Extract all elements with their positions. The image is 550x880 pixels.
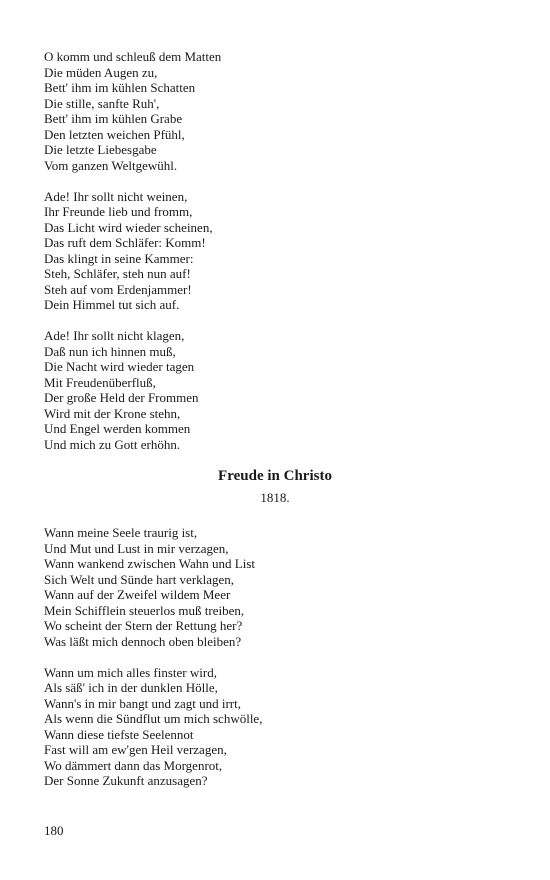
verse-line: Als säß' ich in der dunklen Hölle, bbox=[44, 680, 218, 695]
verse-line: Wo dämmert dann das Morgenrot, bbox=[44, 757, 223, 773]
book-page bbox=[44, 49, 514, 789]
poem-year: 1818. bbox=[260, 490, 290, 505]
verse-line: Steh auf vom Erdenjammer! bbox=[44, 281, 192, 297]
verse-line: Fast will am ew'gen Heil verzagen, bbox=[44, 742, 227, 757]
stanza bbox=[44, 189, 514, 313]
verse-line: Das ruft dem Schläfer: Komm! bbox=[44, 235, 206, 250]
verse-line: Wann meine Seele traurig ist, bbox=[44, 525, 198, 540]
stanza bbox=[44, 49, 514, 173]
verse-line: Das klingt in seine Kammer: bbox=[44, 250, 194, 266]
verse-line: Und Mut und Lust in mir verzagen, bbox=[44, 540, 229, 556]
verse-line: Als wenn die Sündflut um mich schwölle, bbox=[44, 711, 263, 726]
verse-line: Ihr Freunde lieb und fromm, bbox=[44, 204, 193, 219]
poem-title: Freude in Christo bbox=[218, 468, 332, 484]
verse-line: Sich Welt und Sünde hart verklagen, bbox=[44, 571, 235, 587]
verse-line: Mit Freudenüberfluß, bbox=[44, 374, 156, 390]
page-number: 180 bbox=[44, 823, 64, 838]
verse-line: Ade! Ihr sollt nicht klagen, bbox=[44, 328, 185, 343]
verse-line: Wann's in mir bangt und zagt und irrt, bbox=[44, 695, 241, 711]
verse-line: Den letzten weichen Pfühl, bbox=[44, 126, 185, 142]
verse-line: Vom ganzen Weltgewühl. bbox=[44, 157, 178, 173]
verse-line: Wo scheint der Stern der Rettung her? bbox=[44, 618, 243, 633]
verse-line: Steh, Schläfer, steh nun auf! bbox=[44, 266, 191, 281]
verse-line: Die Nacht wird wieder tagen bbox=[44, 359, 195, 374]
verse-line: Wann diese tiefste Seelennot bbox=[44, 726, 194, 742]
verse-line: Die stille, sanfte Ruh', bbox=[44, 95, 160, 111]
stanza bbox=[44, 665, 514, 789]
verse-line: Und mich zu Gott erhöhn. bbox=[44, 436, 181, 452]
stanza bbox=[44, 328, 514, 452]
stanza-break bbox=[44, 313, 514, 329]
verse-line: Und Engel werden kommen bbox=[44, 421, 191, 436]
heading-spacer bbox=[44, 505, 514, 525]
verse-line: Mein Schifflein steuerlos muß treiben, bbox=[44, 602, 245, 618]
stanza bbox=[44, 525, 514, 649]
verse-line: O komm und schleuß dem Matten bbox=[44, 49, 222, 64]
stanza-break bbox=[44, 173, 514, 189]
verse-line: Wann um mich alles finster wird, bbox=[44, 664, 217, 680]
verse-line: Der Sonne Zukunft anzusagen? bbox=[44, 773, 208, 788]
verse-line: Ade! Ihr sollt nicht weinen, bbox=[44, 188, 188, 204]
verse-line: Bett' ihm im kühlen Grabe bbox=[44, 111, 183, 126]
verse-line: Was läßt mich dennoch oben bleiben? bbox=[44, 633, 242, 649]
stanza-break bbox=[44, 649, 514, 665]
verse-line: Der große Held der Frommen bbox=[44, 390, 199, 405]
verse-line: Bett' ihm im kühlen Schatten bbox=[44, 80, 196, 95]
verse-line: Dein Himmel tut sich auf. bbox=[44, 297, 180, 312]
verse-line: Daß nun ich hinnen muß, bbox=[44, 343, 176, 359]
verse-line: Das Licht wird wieder scheinen, bbox=[44, 219, 213, 235]
verse-line: Wird mit der Krone stehn, bbox=[44, 405, 181, 421]
verse-line: Wann auf der Zweifel wildem Meer bbox=[44, 587, 231, 602]
verse-line: Wann wankend zwischen Wahn und List bbox=[44, 556, 256, 571]
verse-line: Die letzte Liebesgabe bbox=[44, 142, 157, 157]
verse-line: Die müden Augen zu, bbox=[44, 64, 158, 80]
